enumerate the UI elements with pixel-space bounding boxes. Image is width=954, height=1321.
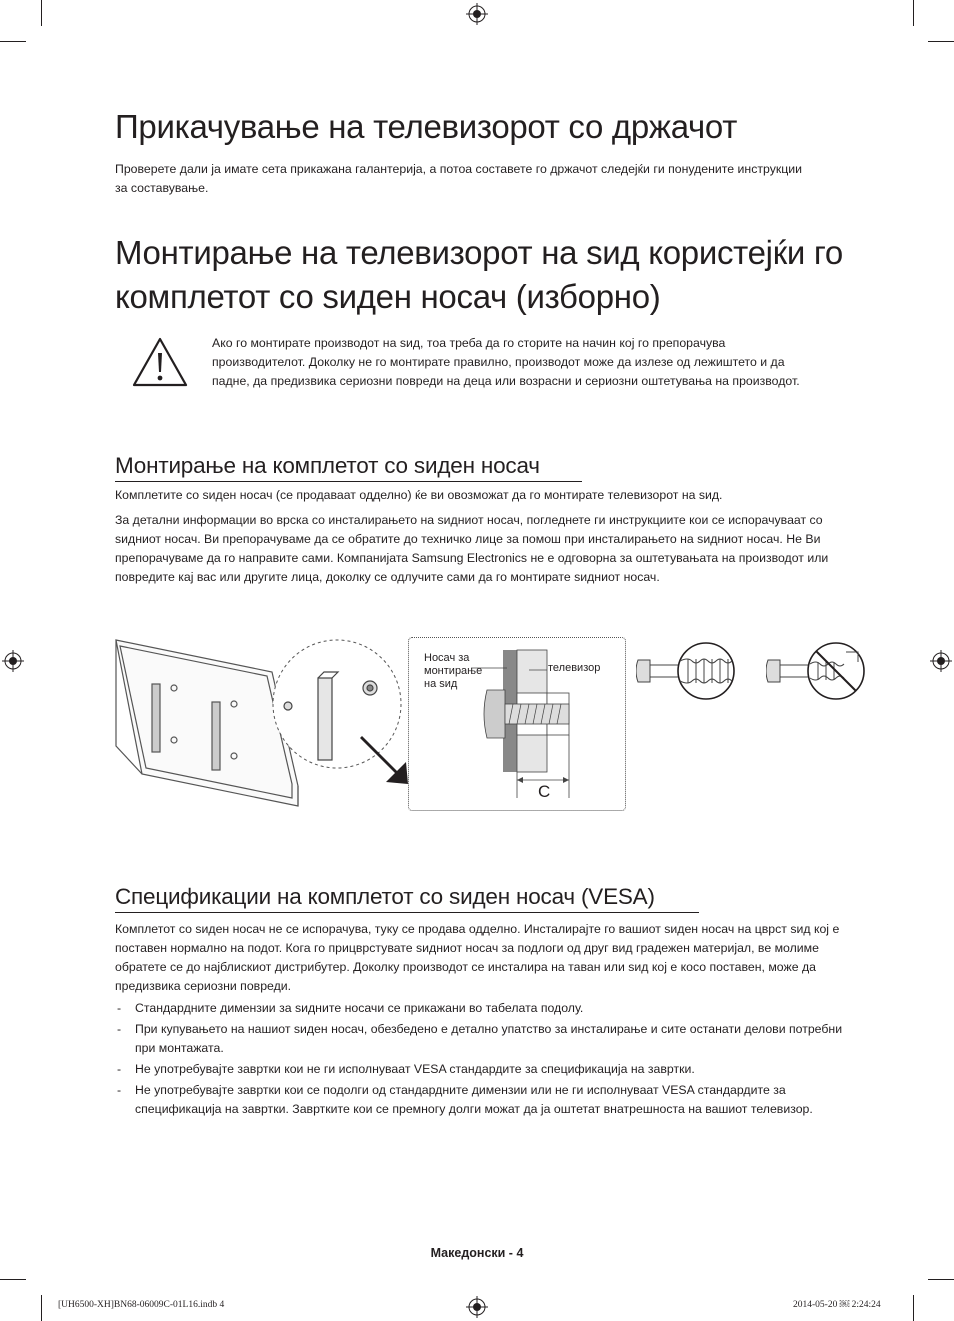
crop-mark — [0, 41, 26, 42]
list-item: - Не употребувајте завртки кои се подолги од стандардните димензии или не ги исполнуваат VESA стандардите за спецификација на завртки. Завртките кои се премногу долги можат да ја оштетат внатрешноста на вашиот телевизор. — [117, 1083, 813, 1116]
crop-mark — [913, 1295, 914, 1321]
label-bracket: Носач за монтирање на ѕид — [424, 652, 483, 690]
page-title: Прикачување на телевизорот со држачот — [115, 108, 738, 145]
label-c: C — [538, 782, 551, 801]
crop-mark — [928, 1279, 954, 1280]
bullet-list — [115, 999, 843, 1121]
paragraph: Комплетите со ѕиден носач (се продаваат одделно) ќе ви овозможат да го монтирате телевизорот на ѕид. — [115, 488, 723, 502]
list-item: - При купувањето на нашиот ѕиден носач, обезбедено е детално упатство за инсталирање и сите останати делови потребни при монтажата. — [117, 1022, 843, 1055]
crop-mark — [41, 0, 42, 26]
section-heading: Монтирање на комплетот со ѕиден носач — [115, 453, 582, 482]
list-item: - Стандардните димензии за ѕидните носачи се прикажани во табелата подолу. — [117, 1001, 584, 1015]
crop-mark — [913, 0, 914, 26]
paragraph: За детални информации во врска со инсталирањето на ѕидниот носач, погледнете ги инструкциите кои се испорачуваат со ѕидниот носач. Ви препорачуваме да се обратите до техничко лице за помош при инсталирањето на ѕидниот носач. Не Ви препорачуваме да го направите сами. Компанијата Samsung Electronics не е одговорна за оштетувањата на производот или повредите кај вас или другите лица, доколку се одлучите сами да го монтирате ѕидниот носач. — [115, 513, 829, 584]
warning-triangle-icon — [131, 336, 189, 388]
incorrect-screw-icon — [766, 640, 870, 702]
list-item: - Не употребувајте завртки кои не ги исполнуваат VESA стандардите за спецификација на завртки. — [117, 1062, 695, 1076]
footer-filename: [UH6500-XH]BN68-06009C-01L16.indb 4 — [58, 1300, 225, 1310]
footer-timestamp: 2014-05-20 ￼ 2:24:24 — [793, 1300, 881, 1310]
registration-mark-icon — [930, 650, 952, 672]
paragraph: Комплетот со ѕиден носач не се испорачува, туку се продава одделно. Инсталирајте го вашиот ѕиден носач на цврст ѕид кој е поставен нормално на подот. Кога го прицврстувате ѕидниот носач за подлоги од друг вид градежен материјал, ве молиме обратете се до најблискиот дистрибутер. Доколку производот се инсталира на таван или ѕид кој е косо поставен, може да предизвика сериозни повреди. — [115, 922, 840, 993]
warning-text: Ако го монтирате производот на ѕид, тоа треба да го сторите на начин кој го препорачува производителот. Доколку не го монтирате правилно, производот може да излезе од лежиштето и да падне, да предизвика сериозни повреди на деца или возрасни и сериозни оштетувања на производот. — [212, 336, 800, 388]
tv-back-illustration — [112, 636, 417, 812]
section-title: Монтирање на телевизорот на ѕид користејќи го комплетот со ѕиден носач (изборно) — [115, 234, 843, 315]
page-number: Македонски - 4 — [430, 1246, 524, 1260]
registration-mark-icon — [2, 650, 24, 672]
label-tv: телевизор — [548, 662, 601, 674]
section-heading: Спецификации на комплетот со ѕиден носач (VESA) — [115, 884, 699, 913]
crop-mark — [0, 1279, 26, 1280]
crop-mark — [928, 41, 954, 42]
crop-mark — [41, 1295, 42, 1321]
intro-text: Проверете дали ја имате сета прикажана галантерија, а потоа составете го држачот следејќи ги понудените инструкции за составување. — [115, 162, 803, 195]
registration-mark-icon — [466, 1296, 488, 1318]
correct-screw-icon — [636, 640, 740, 702]
registration-mark-icon — [466, 3, 488, 25]
